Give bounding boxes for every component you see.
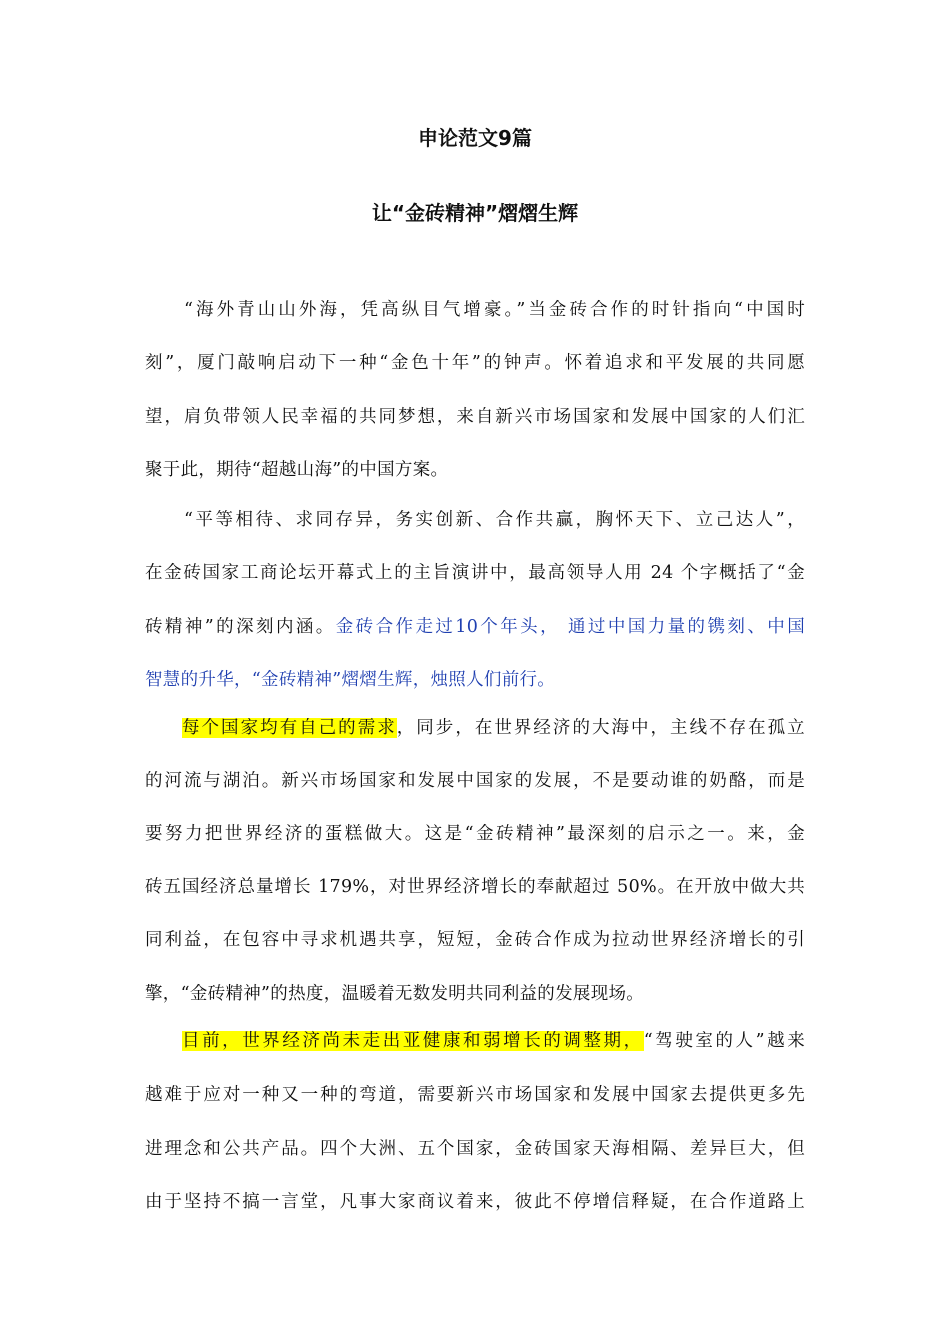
- paragraph-text: “驾驶室的人”越来: [643, 1031, 806, 1051]
- paragraph-line: [145, 614, 805, 640]
- paragraph-line: 砖五国经济总量增长 179%，对世界经济增长的奉献超过 50%。在开放中做大共: [145, 877, 805, 897]
- paragraph-line: “海外青山山外海，凭高纵目气增豪。”当金砖合作的时针指向“中国时: [184, 300, 805, 320]
- highlighted-text: 每个国家均有自己的需求: [182, 718, 397, 738]
- document-title: 申论范文9篇: [418, 126, 532, 150]
- blue-text: 金砖合作走过10个年头， 通过中国力量的镌刻、中国: [335, 617, 805, 637]
- paragraph-text: 砖精神”的深刻内涵。: [145, 617, 336, 637]
- article-title: 让“金砖精神”熠熠生辉: [371, 201, 579, 225]
- paragraph-line: 同利益，在包容中寻求机遇共享，短短，金砖合作成为拉动世界经济增长的引: [145, 930, 805, 950]
- paragraph-line: [182, 715, 805, 741]
- paragraph-line: 在金砖国家工商论坛开幕式上的主旨演讲中，最高领导人用 24 个字概括了“金: [145, 563, 805, 583]
- paragraph-text: ，同步，在世界经济的大海中，主线不存在孤立: [396, 718, 805, 738]
- paragraph-line: “平等相待、求同存异，务实创新、合作共赢，胸怀天下、立己达人”，: [184, 510, 805, 530]
- highlighted-text: 目前，世界经济尚未走出亚健康和弱增长的调整期，: [182, 1031, 644, 1051]
- paragraph-line: 聚于此，期待“超越山海”的中国方案。: [145, 460, 449, 480]
- paragraph-line: 擎，“金砖精神”的热度，温暖着无数发明共同利益的发展现场。: [145, 984, 645, 1004]
- paragraph-line: 要努力把世界经济的蛋糕做大。这是“金砖精神”最深刻的启示之一。来，金: [145, 824, 805, 844]
- paragraph-line: 进理念和公共产品。四个大洲、五个国家，金砖国家天海相隔、差异巨大，但: [145, 1139, 805, 1159]
- paragraph-line: 越难于应对一种又一种的弯道，需要新兴市场国家和发展中国家去提供更多先: [145, 1085, 805, 1105]
- paragraph-line: 刻”，厦门敲响启动下一种“金色十年”的钟声。怀着追求和平发展的共同愿: [145, 353, 805, 373]
- paragraph-line: 望，肩负带领人民幸福的共同梦想，来自新兴市场国家和发展中国家的人们汇: [145, 407, 805, 427]
- paragraph-line: 由于坚持不搞一言堂，凡事大家商议着来，彼此不停增信释疑，在合作道路上: [145, 1192, 805, 1212]
- paragraph-line: [182, 1028, 805, 1054]
- paragraph-line: 的河流与湖泊。新兴市场国家和发展中国家的发展，不是要动谁的奶酪，而是: [145, 771, 805, 791]
- paragraph-line: 智慧的升华，“金砖精神”熠熠生辉，烛照人们前行。: [145, 670, 556, 690]
